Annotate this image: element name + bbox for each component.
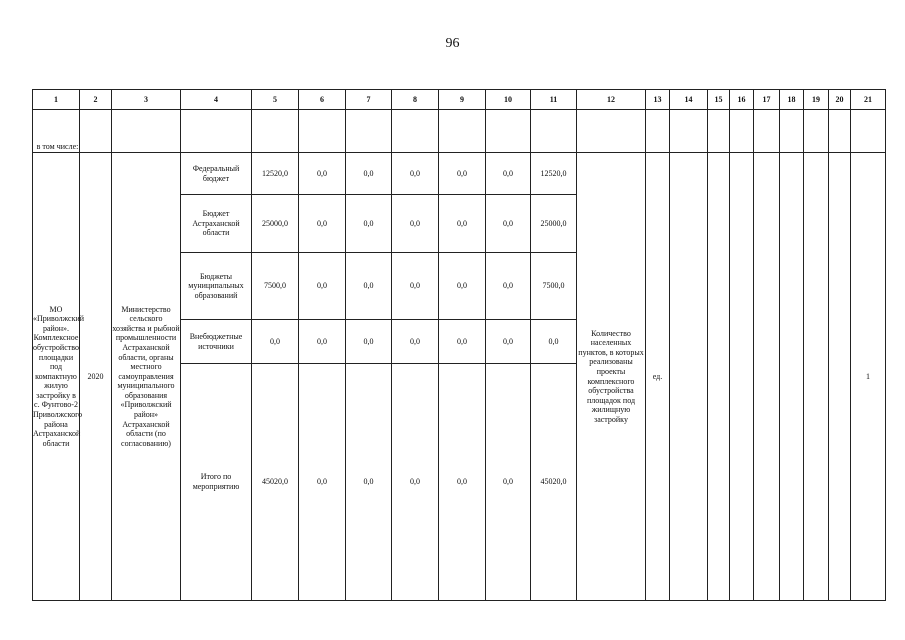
col-header-4: 4: [181, 90, 252, 110]
col-header-6: 6: [299, 90, 346, 110]
col-header-3: 3: [112, 90, 181, 110]
column-numbers-row: [33, 90, 886, 110]
value-cell: 0,0: [531, 320, 577, 364]
value-cell: 0,0: [439, 153, 486, 195]
value-cell: 0,0: [392, 320, 439, 364]
page-number: 96: [445, 36, 460, 51]
subheader-row: [33, 110, 886, 153]
value-cell: 0,0: [346, 364, 392, 601]
value-cell: 0,0: [346, 195, 392, 253]
value-cell: 7500,0: [252, 253, 299, 320]
value-cell: 0,0: [439, 195, 486, 253]
value-cell: 25000,0: [531, 195, 577, 253]
indicator-cell: Количество населенных пунктов, в которых реализованы проекты комплексного обустройства площадок под жилищную застройку: [577, 153, 646, 601]
value-cell: 0,0: [392, 195, 439, 253]
value-cell: 0,0: [486, 195, 531, 253]
value-cell: 0,0: [486, 364, 531, 601]
value-cell: 7500,0: [531, 253, 577, 320]
col-header-1: 1: [33, 90, 80, 110]
value-cell: 0,0: [392, 253, 439, 320]
value-cell: 0,0: [439, 253, 486, 320]
col-header-14: 14: [670, 90, 708, 110]
value-cell: 0,0: [486, 320, 531, 364]
value-cell: 0,0: [299, 320, 346, 364]
year-cell: 2020: [80, 153, 112, 601]
value-cell: 0,0: [346, 153, 392, 195]
value-cell: 0,0: [486, 153, 531, 195]
col-header-5: 5: [252, 90, 299, 110]
value-cell: 0,0: [392, 153, 439, 195]
value-cell: 0,0: [346, 253, 392, 320]
unit-cell: ед.: [646, 153, 670, 601]
executor-cell: Министерство сельского хозяйства и рыбной промышленности Астраханской области, органы местного самоуправления муниципального образования «Приволжский район» Астраханской области (по согласованию): [112, 153, 181, 601]
object-name-cell: МО «Приволжский район». Комплексное обустройство площадки под компактную жилую застройку в с. Фунтово-2 Приволжского района Астраханской области: [33, 153, 80, 601]
col-header-18: 18: [780, 90, 804, 110]
funding-source: Бюджеты муниципальных образований: [181, 253, 252, 320]
table-row: [33, 153, 886, 195]
col-header-21: 21: [851, 90, 886, 110]
col-header-11: 11: [531, 90, 577, 110]
col-header-19: 19: [804, 90, 829, 110]
col-header-7: 7: [346, 90, 392, 110]
value-cell: 0,0: [439, 320, 486, 364]
value-cell: 0,0: [486, 253, 531, 320]
col21-value-cell: 1: [851, 153, 886, 601]
value-cell: 25000,0: [252, 195, 299, 253]
value-cell: 12520,0: [252, 153, 299, 195]
col-header-16: 16: [730, 90, 754, 110]
funding-source: Внебюджетные источники: [181, 320, 252, 364]
funding-source: Итого по мероприятию: [181, 364, 252, 601]
funding-source: Федеральный бюджет: [181, 153, 252, 195]
value-cell: 12520,0: [531, 153, 577, 195]
value-cell: 0,0: [299, 195, 346, 253]
col-header-8: 8: [392, 90, 439, 110]
col-header-15: 15: [708, 90, 730, 110]
value-cell: 0,0: [439, 364, 486, 601]
col-header-12: 12: [577, 90, 646, 110]
col-header-13: 13: [646, 90, 670, 110]
col-header-2: 2: [80, 90, 112, 110]
value-cell: 0,0: [346, 320, 392, 364]
value-cell: 0,0: [392, 364, 439, 601]
funding-source: Бюджет Астраханской области: [181, 195, 252, 253]
col-header-9: 9: [439, 90, 486, 110]
value-cell: 45020,0: [531, 364, 577, 601]
value-cell: 0,0: [299, 253, 346, 320]
col-header-10: 10: [486, 90, 531, 110]
col-header-20: 20: [829, 90, 851, 110]
value-cell: 0,0: [299, 364, 346, 601]
value-cell: 0,0: [252, 320, 299, 364]
value-cell: 45020,0: [252, 364, 299, 601]
program-table: [32, 89, 886, 601]
subheader-label: в том числе:: [33, 110, 80, 153]
col-header-17: 17: [754, 90, 780, 110]
value-cell: 0,0: [299, 153, 346, 195]
